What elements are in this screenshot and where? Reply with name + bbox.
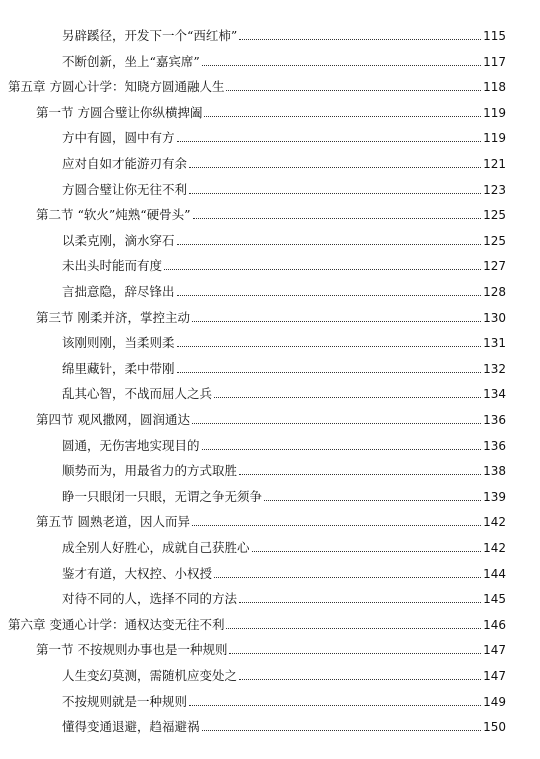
subsection-entry[interactable] (62, 124, 506, 146)
entry-title: 以柔克刚，滴水穿石 (62, 232, 175, 248)
page-number: 147 (483, 643, 506, 658)
chapter-entry[interactable] (8, 611, 506, 633)
entry-title: 第三节 刚柔并济，掌控主动 (36, 309, 190, 325)
entry-title: 第一节 不按规则办事也是一种规则 (36, 642, 228, 658)
section-entry[interactable] (36, 636, 506, 658)
page-number: 138 (483, 464, 506, 479)
dot-leader (202, 449, 482, 450)
entry-title: 圆通，无伤害地实现目的 (62, 437, 200, 453)
dot-leader (177, 244, 482, 245)
dot-leader (264, 500, 481, 501)
subsection-entry[interactable] (62, 585, 506, 607)
page-number: 119 (483, 131, 506, 146)
page-number: 115 (483, 29, 506, 43)
dot-leader (177, 295, 482, 296)
entry-title: 第六章 变通心计学：通权达变无往不利 (8, 616, 225, 632)
subsection-entry[interactable] (62, 380, 506, 402)
entry-title: 第二节 “软火”炖熟“硬骨头” (36, 207, 191, 223)
dot-leader (202, 730, 482, 731)
dot-leader (239, 602, 481, 603)
entry-title: 方中有圆，圆中有方 (62, 130, 175, 146)
page-number: 121 (483, 157, 506, 171)
page-number: 150 (483, 720, 506, 735)
entry-title: 成全别人好胜心，成就自己获胜心 (62, 540, 250, 555)
dot-leader (226, 628, 481, 629)
entry-title: 懂得变通退避，趋福避祸 (62, 719, 200, 735)
dot-leader (202, 65, 481, 66)
page-number: 128 (483, 285, 506, 299)
chapter-entry[interactable] (8, 73, 506, 95)
dot-leader (192, 423, 481, 424)
dot-leader (214, 577, 481, 578)
dot-leader (164, 269, 481, 270)
subsection-entry[interactable] (62, 329, 506, 351)
subsection-entry[interactable] (62, 534, 506, 556)
subsection-entry[interactable] (62, 22, 506, 44)
subsection-entry[interactable] (62, 483, 506, 505)
dot-leader (204, 116, 481, 117)
entry-title: 对待不同的人，选择不同的方法 (62, 591, 238, 607)
page-number: 119 (483, 105, 506, 120)
dot-leader (177, 372, 482, 373)
dot-leader (239, 679, 481, 680)
entry-title: 睁一只眼闭一只眼，无谓之争无须争 (62, 488, 263, 504)
subsection-entry[interactable] (62, 688, 506, 710)
entry-title: 顺势而为，用最省力的方式取胜 (62, 463, 238, 479)
entry-title: 乱其心智，不战而屈人之兵 (62, 386, 213, 402)
subsection-entry[interactable] (62, 457, 506, 479)
page-number: 142 (483, 541, 506, 555)
dot-leader (239, 474, 481, 475)
page-number: 131 (483, 336, 506, 351)
entry-title: 应对自如才能游刃有余 (62, 156, 188, 171)
subsection-entry[interactable] (62, 432, 506, 454)
page-number: 134 (483, 387, 506, 402)
dot-leader (226, 90, 481, 91)
page-number: 142 (483, 515, 506, 530)
entry-title: 另辟蹊径，开发下一个“西红柿” (62, 28, 238, 43)
page-number: 125 (483, 233, 506, 248)
entry-title: 不断创新，坐上“嘉宾席” (62, 53, 200, 69)
entry-title: 未出头时能而有度 (62, 258, 163, 274)
subsection-entry[interactable] (62, 662, 506, 684)
entry-title: 方圆合璧让你无往不利 (62, 181, 188, 197)
dot-leader (189, 193, 481, 194)
subsection-entry[interactable] (62, 150, 506, 172)
entry-title: 人生变幻莫测，需随机应变处之 (62, 668, 238, 683)
entry-title: 第四节 观风撒网，圆润通达 (36, 412, 190, 427)
dot-leader (189, 167, 481, 168)
page-number: 139 (483, 489, 506, 504)
page-number: 123 (483, 182, 506, 197)
dot-leader (252, 551, 482, 552)
entry-title: 第五章 方圆心计学：知晓方圆通融人生 (8, 79, 225, 95)
dot-leader (193, 218, 482, 219)
dot-leader (177, 141, 482, 142)
subsection-entry[interactable] (62, 252, 506, 274)
entry-title: 第一节 方圆合璧让你纵横捭阖 (36, 104, 203, 120)
page-number: 125 (483, 208, 506, 223)
dot-leader (229, 653, 481, 654)
page-number: 132 (483, 361, 506, 376)
page-number: 118 (483, 80, 506, 95)
subsection-entry[interactable] (62, 278, 506, 300)
subsection-entry[interactable] (62, 713, 506, 735)
dot-leader (189, 705, 481, 706)
subsection-entry[interactable] (62, 355, 506, 377)
page-number: 144 (483, 566, 506, 581)
section-entry[interactable] (36, 304, 506, 326)
subsection-entry[interactable] (62, 176, 506, 198)
entry-title: 第五节 圆熟老道，因人而异 (36, 514, 190, 530)
dot-leader (239, 39, 481, 40)
entry-title: 该刚则刚，当柔则柔 (62, 335, 175, 351)
page-number: 145 (483, 592, 506, 607)
dot-leader (177, 346, 482, 347)
subsection-entry[interactable] (62, 48, 506, 70)
page-number: 136 (483, 438, 506, 453)
subsection-entry[interactable] (62, 227, 506, 249)
entry-title: 言拙意隐，辞尽锋出 (62, 284, 175, 299)
dot-leader (192, 525, 481, 526)
section-entry[interactable] (36, 406, 506, 428)
section-entry[interactable] (36, 99, 506, 121)
entry-title: 不按规则就是一种规则 (62, 693, 188, 709)
dot-leader (214, 397, 481, 398)
page-number: 127 (483, 259, 506, 274)
subsection-entry[interactable] (62, 560, 506, 582)
entry-title: 绵里藏针，柔中带刚 (62, 360, 175, 376)
page-number: 146 (483, 617, 506, 632)
section-entry[interactable] (36, 508, 506, 530)
page-number: 147 (483, 669, 506, 683)
page-number: 149 (483, 694, 506, 709)
page-number: 117 (483, 54, 506, 69)
page-number: 130 (483, 310, 506, 325)
page-number: 136 (483, 413, 506, 427)
dot-leader (192, 321, 481, 322)
section-entry[interactable] (36, 201, 506, 223)
entry-title: 鉴才有道，大权控、小权授 (62, 565, 213, 581)
